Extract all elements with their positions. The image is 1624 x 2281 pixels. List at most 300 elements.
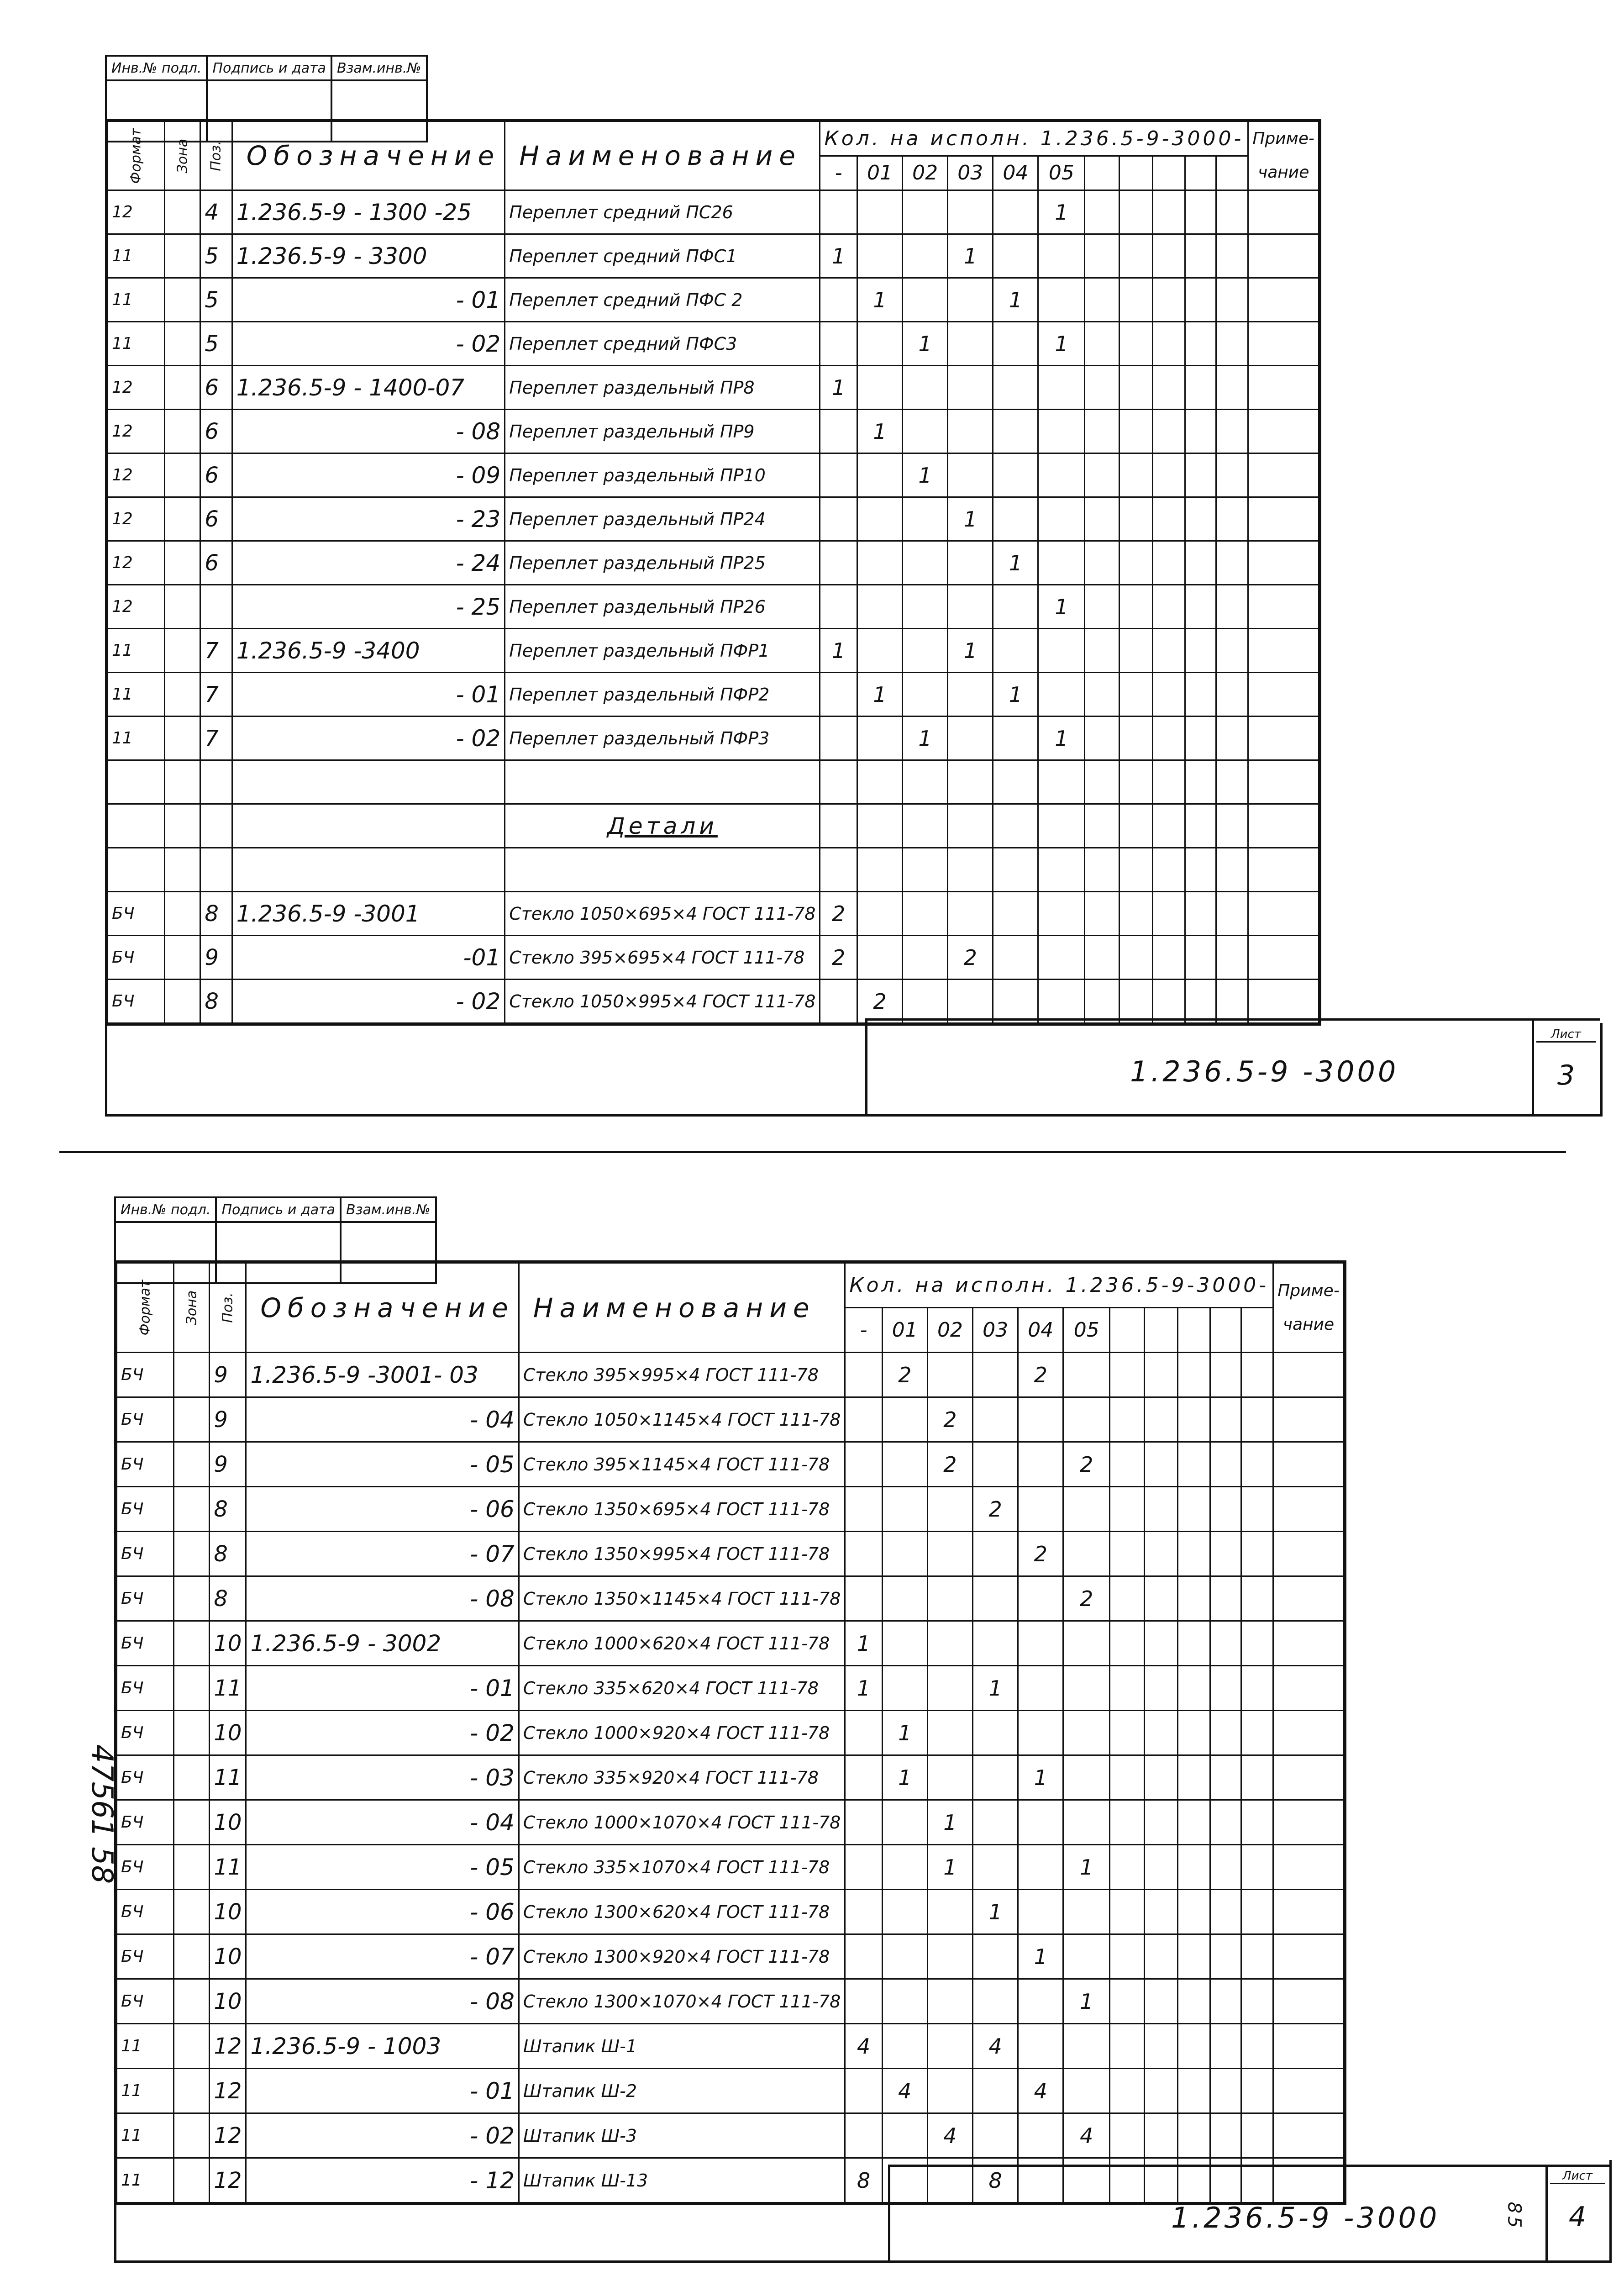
cell-qty [1063,1934,1110,1979]
cell-name: Стекло 1350×695×4 ГОСТ 111-78 [519,1487,845,1532]
cell-name: Стекло 395×695×4 ГОСТ 111-78 [505,936,820,980]
cell-note [1273,1755,1345,1800]
cell-qty [820,410,857,453]
cell-qty: 2 [882,1353,927,1397]
cell-qty [820,585,857,629]
cell-qty [882,2024,927,2069]
cell-empty [1178,2024,1210,2069]
cell-empty [1119,234,1153,278]
cell-qty [1018,1442,1063,1487]
cell-zone [173,1487,210,1532]
cell-designation: - 02 [232,322,505,366]
cell-empty [1110,1397,1145,1442]
cell-qty [993,322,1038,366]
cell-empty [1110,1442,1145,1487]
cell-empty [1178,1576,1210,1621]
cell-designation: 1.236.5-9 - 1400-07 [232,366,505,410]
cell-position: 10 [210,1890,246,1934]
cell-name: Стекло 1000×620×4 ГОСТ 111-78 [519,1621,845,1666]
cell-qty [845,1755,882,1800]
cell-designation: 1.236.5-9 - 1300 -25 [232,190,505,234]
table-row [116,1755,1345,1800]
cell-qty [927,1487,972,1532]
cell-empty [1210,2113,1241,2158]
cell-note [1273,1621,1345,1666]
sheet-number: 4 [1568,2201,1587,2233]
cell-qty: 1 [857,278,902,322]
spec-table-4 [114,1260,1346,2205]
cell-empty [1241,2024,1273,2069]
cell-qty: 1 [1063,1979,1110,2024]
cell-zone [173,1621,210,1666]
cell-empty [1145,1353,1178,1397]
cell-empty [1119,322,1153,366]
cell-name: Переплет раздельный ПР8 [505,366,820,410]
stamp-vzam-inv: Взам.инв.№ [331,56,427,80]
cell-qty [973,1621,1018,1666]
cell-qty: 1 [948,234,993,278]
cell-empty [1145,1934,1178,1979]
cell-note [1273,1711,1345,1755]
cell-qty: 1 [973,1890,1018,1934]
cell-empty [1085,234,1119,278]
cell-empty [1178,1666,1210,1711]
cell-qty [820,190,857,234]
cell-qty: 1 [882,1711,927,1755]
cell-name: Переплет раздельный ПР10 [505,453,820,497]
cell-empty [1216,497,1248,541]
cell-empty [1119,541,1153,585]
cell-designation: 1.236.5-9 - 3002 [246,1621,519,1666]
cell-empty [1241,1890,1273,1934]
sheet-label: Лист [1536,1027,1596,1043]
cell-empty [1185,453,1216,497]
cell-designation: - 07 [246,1934,519,1979]
cell-empty [1153,936,1185,980]
cell-zone [164,585,200,629]
cell-qty [973,1532,1018,1576]
table-row [116,2113,1345,2158]
table-row [116,1532,1345,1576]
cell-qty [973,1576,1018,1621]
col-header-note: Приме-чание [1248,121,1320,190]
doc-code: 1.236.5-9 -3000 [1171,2201,1440,2234]
cell-format: 11 [116,2158,174,2204]
cell-empty [1216,673,1248,716]
cell-position: 7 [200,716,232,760]
cell-format: БЧ [107,892,165,936]
cell-position: 5 [200,234,232,278]
cell-qty [948,278,993,322]
table-row [116,1845,1345,1890]
cell-qty [1038,278,1085,322]
cell-zone [173,1532,210,1576]
cell-format: 12 [107,497,165,541]
cell-position: 10 [210,1711,246,1755]
cell-empty [1119,980,1153,1024]
cell-empty [1110,1487,1145,1532]
cell-qty [845,1934,882,1979]
cell-qty [973,1845,1018,1890]
cell-empty [1145,1442,1178,1487]
cell-qty: 1 [845,1666,882,1711]
cell-zone [164,980,200,1024]
cell-qty [1038,497,1085,541]
table-row [116,1666,1345,1711]
cell-qty [948,585,993,629]
cell-qty [845,1353,882,1397]
cell-note [1248,892,1320,936]
cell-qty [1063,1800,1110,1845]
cell-position: 9 [200,936,232,980]
cell-qty [1018,1621,1063,1666]
cell-qty [973,1442,1018,1487]
cell-qty [845,1711,882,1755]
cell-zone [173,1890,210,1934]
cell-qty: 1 [857,673,902,716]
cell-empty [1110,1621,1145,1666]
cell-position: 12 [210,2113,246,2158]
cell-qty [903,980,948,1024]
cell-qty [927,1532,972,1576]
table-row [107,234,1320,278]
cell-qty [927,1711,972,1755]
cell-zone [164,453,200,497]
table-row [116,1800,1345,1845]
cell-empty [1178,1397,1210,1442]
cell-designation: - 05 [246,1845,519,1890]
cell-qty [882,1487,927,1532]
cell-name: Стекло 395×1145×4 ГОСТ 111-78 [519,1442,845,1487]
cell-zone [173,1845,210,1890]
table-row [107,497,1320,541]
cell-format: 12 [107,541,165,585]
cell-empty [1153,322,1185,366]
cell-empty [1145,2069,1178,2113]
cell-qty [1063,2024,1110,2069]
cell-qty [857,190,902,234]
cell-name: Стекло 1300×620×4 ГОСТ 111-78 [519,1890,845,1934]
cell-name: Стекло 335×920×4 ГОСТ 111-78 [519,1755,845,1800]
cell-position: 12 [210,2024,246,2069]
section-title-details: Детали [505,804,820,848]
cell-qty [1038,673,1085,716]
cell-empty [1178,1442,1210,1487]
cell-qty: 1 [820,629,857,673]
cell-qty: 2 [1063,1442,1110,1487]
cell-empty [1119,453,1153,497]
cell-zone [173,1397,210,1442]
cell-empty [1216,453,1248,497]
cell-qty: 4 [927,2113,972,2158]
cell-format: БЧ [107,980,165,1024]
cell-qty [948,716,993,760]
cell-zone [173,1800,210,1845]
cell-format: БЧ [116,1442,174,1487]
cell-note [1248,453,1320,497]
cell-empty [1185,673,1216,716]
cell-qty: 1 [1063,1845,1110,1890]
cell-empty [1178,1890,1210,1934]
cell-empty [1153,234,1185,278]
cell-designation: - 25 [232,585,505,629]
cell-qty [857,497,902,541]
cell-empty [1185,278,1216,322]
cell-qty [1038,234,1085,278]
cell-note [1248,497,1320,541]
col-header-zone: Зона [164,121,200,190]
cell-qty [993,980,1038,1024]
cell-position: 6 [200,497,232,541]
cell-qty [845,1845,882,1890]
sheet-number: 3 [1557,1059,1575,1091]
cell-empty [1119,585,1153,629]
cell-empty [1153,892,1185,936]
cell-qty [845,1979,882,2024]
cell-name: Стекло 1050×995×4 ГОСТ 111-78 [505,980,820,1024]
cell-designation: - 12 [246,2158,519,2204]
cell-designation: - 02 [232,980,505,1024]
cell-empty [1241,1621,1273,1666]
cell-designation: 1.236.5-9 -3001- 03 [246,1353,519,1397]
cell-designation: - 24 [232,541,505,585]
cell-note [1248,716,1320,760]
cell-empty [1145,1755,1178,1800]
cell-empty [1210,1800,1241,1845]
cell-qty [845,1487,882,1532]
cell-zone [164,322,200,366]
cell-qty: 1 [1018,1934,1063,1979]
cell-designation: 1.236.5-9 -3001 [232,892,505,936]
cell-note [1248,980,1320,1024]
cell-empty [1119,892,1153,936]
cell-qty: 1 [993,278,1038,322]
table-row [107,716,1320,760]
cell-qty: 4 [845,2024,882,2069]
cell-empty [1153,716,1185,760]
cell-note [1248,410,1320,453]
cell-format: 11 [116,2069,174,2113]
cell-empty [1145,1532,1178,1576]
cell-note [1273,1800,1345,1845]
cell-qty [927,1934,972,1979]
cell-qty [820,453,857,497]
cell-empty [1210,1532,1241,1576]
cell-empty [1085,629,1119,673]
cell-empty [1153,366,1185,410]
cell-qty [1063,1532,1110,1576]
cell-qty [1018,2113,1063,2158]
cell-empty [1216,541,1248,585]
cell-name: Стекло 1050×1145×4 ГОСТ 111-78 [519,1397,845,1442]
table-row [107,585,1320,629]
cell-zone [173,1934,210,1979]
cell-empty [1210,1755,1241,1800]
cell-empty [1145,1666,1178,1711]
cell-position: 8 [210,1576,246,1621]
cell-qty [1063,1890,1110,1934]
table-row [107,322,1320,366]
cell-empty [1119,629,1153,673]
cell-qty [1063,1666,1110,1711]
cell-empty [1110,1845,1145,1890]
cell-name: Стекло 335×1070×4 ГОСТ 111-78 [519,1845,845,1890]
cell-empty [1210,1576,1241,1621]
qty-col-03: 03 [973,1308,1018,1353]
cell-qty: 1 [903,453,948,497]
cell-empty [1216,366,1248,410]
cell-position: 8 [200,980,232,1024]
cell-qty [857,541,902,585]
cell-format: БЧ [116,1934,174,1979]
cell-qty: 2 [820,936,857,980]
col-header-pos: Поз. [210,1262,246,1353]
cell-zone [173,2024,210,2069]
cell-empty [1110,1800,1145,1845]
cell-qty: 2 [1063,1576,1110,1621]
stamp-inv-podl: Инв.№ подл. [115,1197,216,1222]
qty-col-02: 02 [927,1308,972,1353]
cell-position: 9 [210,1353,246,1397]
cell-note [1273,1532,1345,1576]
cell-format: БЧ [116,1621,174,1666]
col-header-designation: Обозначение [232,121,505,190]
cell-empty [1119,716,1153,760]
cell-position: 12 [210,2158,246,2204]
cell-note [1248,322,1320,366]
cell-qty: 1 [903,716,948,760]
cell-empty [1110,1934,1145,1979]
sheet-label: Лист [1550,2169,1605,2184]
cell-empty [1110,1576,1145,1621]
title-block-3 [105,1023,1603,1117]
cell-note [1273,1442,1345,1487]
cell-format: 11 [107,234,165,278]
col-header-pos: Поз. [200,121,232,190]
cell-qty [993,234,1038,278]
cell-zone [173,1576,210,1621]
cell-empty [1210,1711,1241,1755]
cell-qty: 1 [948,629,993,673]
cell-empty [1110,1353,1145,1397]
table-row [116,1442,1345,1487]
cell-empty [1210,1890,1241,1934]
cell-note [1273,2069,1345,2113]
cell-position: 7 [200,629,232,673]
cell-zone [164,936,200,980]
cell-qty [882,1979,927,2024]
cell-zone [173,2113,210,2158]
cell-qty [993,892,1038,936]
cell-zone [164,541,200,585]
cell-qty [845,2113,882,2158]
cell-designation: - 08 [246,1576,519,1621]
cell-qty [993,497,1038,541]
cell-empty [1119,410,1153,453]
cell-qty [1038,366,1085,410]
table-row [116,2024,1345,2069]
cell-qty [857,322,902,366]
cell-qty [1038,410,1085,453]
cell-name: Стекло 1300×920×4 ГОСТ 111-78 [519,1934,845,1979]
cell-qty [903,673,948,716]
cell-qty [903,410,948,453]
cell-qty: 2 [857,980,902,1024]
cell-designation: - 01 [246,1666,519,1711]
cell-qty [1038,936,1085,980]
cell-qty [1018,1711,1063,1755]
cell-qty: 1 [927,1800,972,1845]
cell-designation: -01 [232,936,505,980]
qty-col-dash: - [845,1308,882,1353]
cell-position: 6 [200,453,232,497]
cell-qty [1038,541,1085,585]
cell-qty [882,1845,927,1890]
cell-format: 11 [116,2113,174,2158]
cell-empty [1216,410,1248,453]
table-row [116,1397,1345,1442]
cell-zone [164,716,200,760]
cell-qty [1038,892,1085,936]
cell-name: Штапик Ш-2 [519,2069,845,2113]
cell-format: БЧ [116,1711,174,1755]
cell-qty: 1 [882,1755,927,1800]
cell-qty [845,1442,882,1487]
cell-empty [1210,1487,1241,1532]
cell-empty [1241,1711,1273,1755]
cell-name: Стекло 1000×1070×4 ГОСТ 111-78 [519,1800,845,1845]
table-row [116,2069,1345,2113]
cell-empty [1085,366,1119,410]
cell-zone [173,1755,210,1800]
cell-note [1248,190,1320,234]
cell-note [1248,366,1320,410]
cell-qty [948,673,993,716]
cell-empty [1110,1532,1145,1576]
cell-qty [1018,1576,1063,1621]
cell-empty [1185,322,1216,366]
cell-qty [1018,2024,1063,2069]
cell-empty [1241,1845,1273,1890]
cell-designation: 1.236.5-9 -3400 [232,629,505,673]
cell-note [1248,629,1320,673]
cell-name: Переплет средний ПФС1 [505,234,820,278]
cell-qty [857,936,902,980]
col-header-note: Приме-чание [1273,1262,1345,1353]
cell-qty [1063,1621,1110,1666]
cell-empty [1185,980,1216,1024]
cell-qty: 1 [820,366,857,410]
cell-empty [1145,1621,1178,1666]
cell-empty [1241,1487,1273,1532]
stamp-inv-podl: Инв.№ подл. [106,56,207,80]
cell-empty [1178,1934,1210,1979]
cell-zone [164,497,200,541]
cell-name: Переплет раздельный ПФР2 [505,673,820,716]
cell-designation: - 01 [232,673,505,716]
cell-qty [845,1576,882,1621]
cell-zone [164,892,200,936]
cell-empty [1145,1397,1178,1442]
cell-designation: - 02 [246,2113,519,2158]
cell-empty [1178,1532,1210,1576]
cell-empty [1178,1711,1210,1755]
cell-zone [164,278,200,322]
stamp-podpis-data: Подпись и дата [216,1197,341,1222]
cell-note [1273,1397,1345,1442]
cell-position: 9 [210,1397,246,1442]
cell-position: 6 [200,366,232,410]
